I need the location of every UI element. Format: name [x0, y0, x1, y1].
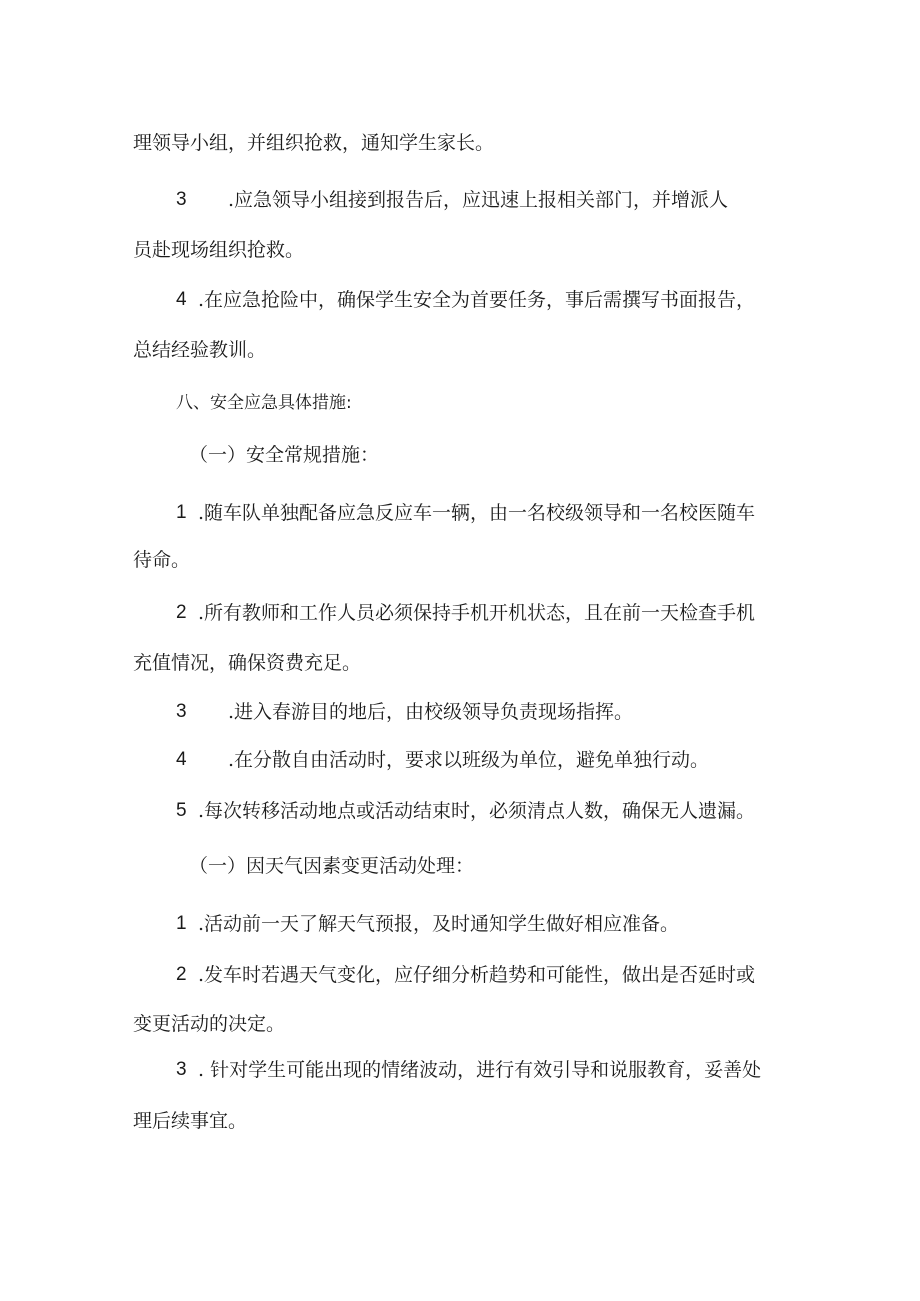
text-line: . 针对学生可能出现的情绪波动，进行有效引导和说服教育，妥善处 — [198, 1059, 762, 1081]
subsection-heading: （一）安全常规措施： — [189, 444, 380, 466]
text-line: 待命。 — [133, 549, 191, 571]
text-line: 理后续事宜。 — [133, 1110, 248, 1132]
text-line: .活动前一天了解天气预报，及时通知学生做好相应准备。 — [198, 913, 680, 935]
text-line: .每次转移活动地点或活动结束时，必须清点人数，确保无人遗漏。 — [198, 800, 756, 822]
item-number: 4 — [176, 749, 187, 770]
text-line: .所有教师和工作人员必须保持手机开机状态，且在前一天检查手机 — [198, 602, 756, 624]
text-line: 员赴现场组织抢救。 — [133, 239, 305, 261]
subsection-heading: （一）因天气因素变更活动处理： — [189, 855, 475, 877]
text-line: 理领导小组，并组织抢救，通知学生家长。 — [133, 132, 495, 154]
text-line: .随车队单独配备应急反应车一辆，由一名校级领导和一名校医随车 — [198, 502, 756, 524]
text-line: .在应急抢险中，确保学生安全为首要任务，事后需撰写书面报告， — [198, 289, 756, 311]
text-line: 变更活动的决定。 — [133, 1013, 286, 1035]
item-number: 3 — [176, 1059, 187, 1080]
text-line: 总结经验教训。 — [133, 339, 267, 361]
item-number: 5 — [176, 800, 187, 821]
text-line: .在分散自由活动时，要求以班级为单位，避免单独行动。 — [228, 749, 710, 771]
item-number: 1 — [176, 502, 187, 523]
item-number: 4 — [176, 289, 187, 310]
item-number: 3 — [176, 701, 187, 722]
item-number: 1 — [176, 913, 187, 934]
text-line: .进入春游目的地后，由校级领导负责现场指挥。 — [228, 701, 634, 723]
item-number: 2 — [176, 602, 187, 623]
section-heading: 八、安全应急具体措施: — [176, 393, 352, 413]
text-line: 充值情况，确保资费充足。 — [133, 652, 362, 674]
item-number: 2 — [176, 964, 187, 985]
item-number: 3 — [176, 189, 187, 210]
text-line: .应急领导小组接到报告后，应迅速上报相关部门，并增派人 — [228, 189, 729, 211]
text-line: .发车时若遇天气变化，应仔细分析趋势和可能性，做出是否延时或 — [198, 964, 756, 986]
